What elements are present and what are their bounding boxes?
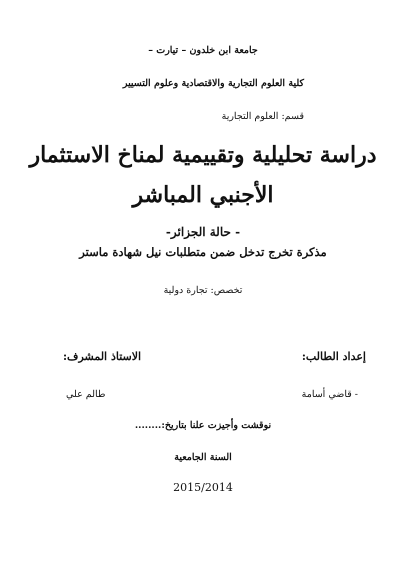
department-name: قسم: العلوم التجارية (221, 111, 304, 122)
supervisor-label: الاستاذ المشرف: (63, 350, 142, 363)
academic-year: 2015/2014 (173, 481, 233, 494)
student-name: - قاضي أسامة (301, 389, 358, 400)
thesis-title-line-1: دراسة تحليلية وتقييمية لمناخ الاستثمار (29, 142, 377, 168)
thesis-title-line-2: الأجنبي المباشر (132, 182, 274, 208)
memo-description: مذكرة تخرج تدخل ضمن متطلبات نيل شهادة ماستر (79, 245, 327, 259)
supervisor-name: طالم علي (66, 389, 106, 400)
academic-year-label: السنة الجامعية (174, 452, 232, 463)
student-label: إعداد الطالب: (301, 350, 366, 363)
faculty-name: كلية العلوم التجارية والاقتصادية وعلوم التسيير (122, 78, 304, 89)
specialty-label: تخصص: تجارة دولية (163, 285, 243, 296)
case-study-label: - حالة الجزائر- (165, 225, 241, 239)
university-name: جامعة ابن خلدون – تيارت – (148, 45, 258, 56)
defense-date: نوقشت وأجيزت علنا بتاريخ:........ (134, 420, 272, 431)
